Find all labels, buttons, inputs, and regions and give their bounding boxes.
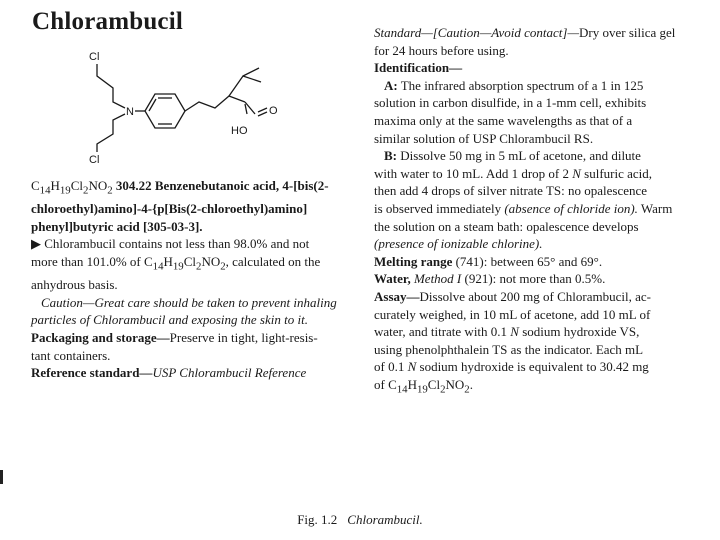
id-a-label: A: bbox=[384, 77, 398, 93]
assay-claim-line-3: anhydrous basis. bbox=[31, 277, 118, 293]
caution-text-1: Great care should be taken to prevent inhaling bbox=[94, 294, 337, 310]
reference-label: Reference standard— bbox=[31, 365, 153, 381]
margin-mark bbox=[0, 470, 3, 484]
triangle-marker-icon: ▶ bbox=[31, 236, 41, 252]
chemical-name-line-3: phenyl]butyric acid [305-03-3]. bbox=[31, 218, 203, 234]
formula-c: C bbox=[31, 178, 40, 193]
molecular-weight-and-name: 304.22 Benzenebutanoic acid, 4-[bis(2- bbox=[115, 178, 329, 193]
reference-standard-paragraph bbox=[31, 364, 359, 382]
id-b-text-1: Dissolve 50 mg in 5 mL of acetone, and dilute bbox=[400, 148, 641, 164]
standard-text-1: Dry over silica gel bbox=[579, 25, 676, 40]
id-b-line-5: the solution on a steam bath: opalescence develops bbox=[374, 218, 639, 234]
assay-line-6 bbox=[374, 376, 706, 399]
assay-sub-2: 19 bbox=[416, 383, 428, 396]
formula-h: H bbox=[50, 178, 60, 193]
melting-text: (741): between 65° and 69°. bbox=[452, 253, 603, 269]
assay-no: NO bbox=[445, 376, 465, 392]
melting-label: Melting range bbox=[374, 253, 453, 269]
assay-line-1 bbox=[374, 288, 706, 306]
id-b-text-2a: with water to 10 mL. Add 1 drop of 2 bbox=[374, 165, 573, 181]
structure-label-cl-top: Cl bbox=[89, 51, 100, 63]
page-title: Chlorambucil bbox=[32, 8, 184, 35]
id-b-line-1 bbox=[374, 147, 706, 165]
id-b-text-4b: (absence of chloride ion). bbox=[504, 200, 638, 216]
assay-normality-2: N bbox=[407, 359, 417, 375]
assay-claim-line-1 bbox=[31, 235, 359, 253]
id-a-line-3: maxima only at the same wavelengths as that of a bbox=[374, 112, 633, 128]
formula-cl: Cl bbox=[70, 178, 84, 193]
formula-cl-sub: 2 bbox=[83, 184, 89, 197]
assay-sub-1: 14 bbox=[396, 383, 408, 396]
assay-line-2: curately weighed, in 10 mL of acetone, add 10 mL of bbox=[374, 306, 651, 322]
id-a-text-1: The infrared absorption spectrum of a 1 in 125 bbox=[400, 77, 644, 93]
packaging-text-2: tant containers. bbox=[31, 347, 111, 363]
id-b-line-6: (presence of ionizable chlorine). bbox=[374, 236, 543, 252]
assay-text-3b: sodium hydroxide VS, bbox=[518, 324, 640, 340]
melting-range-paragraph bbox=[374, 253, 706, 271]
caution-text-2: particles of Chlorambucil and exposing the skin to it. bbox=[31, 312, 308, 328]
formula-line bbox=[31, 177, 359, 200]
claim-sub-1: 14 bbox=[152, 260, 164, 273]
water-paragraph bbox=[374, 270, 706, 288]
id-b-line-2 bbox=[374, 165, 706, 183]
id-a-line-4: similar solution of USP Chlorambucil RS. bbox=[374, 130, 594, 146]
assay-sub-4: 2 bbox=[464, 383, 470, 396]
assay-text-5a: of 0.1 bbox=[374, 359, 408, 375]
assay-line-4: using phenolphthalein TS as the indicator. Each mL bbox=[374, 341, 644, 357]
caution-label: Caution— bbox=[41, 294, 95, 310]
packaging-text-1: Preserve in tight, light-resis- bbox=[169, 329, 318, 345]
standard-line-2: for 24 hours before using. bbox=[374, 42, 509, 58]
reference-text: USP Chlorambucil Reference bbox=[152, 365, 307, 381]
chlorambucil-structure-diagram bbox=[75, 48, 295, 168]
structure-label-cl-bottom: Cl bbox=[89, 154, 100, 166]
assay-claim-text-2b: , calculated on the bbox=[225, 253, 321, 269]
id-b-label: B: bbox=[384, 148, 397, 164]
structure-label-o: O bbox=[269, 105, 278, 117]
claim-no: NO bbox=[201, 253, 221, 269]
assay-line-5 bbox=[374, 358, 706, 376]
assay-text-5b: sodium hydroxide is equivalent to 30.42 mg bbox=[416, 359, 649, 375]
assay-claim-line-2 bbox=[31, 253, 359, 276]
figure-name: Chlorambucil. bbox=[347, 512, 423, 527]
id-a-line-1 bbox=[374, 77, 706, 95]
id-b-normality: N bbox=[572, 165, 581, 181]
claim-h: H bbox=[163, 253, 173, 269]
claim-sub-4: 2 bbox=[220, 260, 226, 273]
id-b-text-2b: sulfuric acid, bbox=[580, 165, 653, 181]
formula-h-sub: 19 bbox=[59, 184, 71, 197]
water-text: (921): not more than 0.5%. bbox=[461, 271, 606, 287]
id-b-text-4c: Warm bbox=[637, 200, 673, 216]
packaging-label: Packaging and storage— bbox=[31, 329, 170, 345]
formula-c-sub: 14 bbox=[39, 184, 51, 197]
caution-paragraph bbox=[31, 294, 359, 312]
assay-normality: N bbox=[510, 324, 519, 340]
assay-text-1: Dissolve about 200 mg of Chlorambucil, ac- bbox=[419, 288, 651, 304]
formula-no: NO bbox=[88, 178, 108, 193]
water-method: Method I bbox=[410, 271, 462, 287]
right-column bbox=[374, 24, 706, 399]
assay-text-3a: water, and titrate with 0.1 bbox=[374, 324, 511, 340]
claim-cl: Cl bbox=[183, 253, 197, 269]
assay-claim-text-2: more than 101.0% of C bbox=[31, 253, 153, 269]
standard-line-1 bbox=[374, 24, 706, 42]
left-column bbox=[31, 177, 359, 382]
structure-label-n: N bbox=[126, 106, 134, 118]
id-a-line-2: solution in carbon disulfide, in a 1-mm cell, exhibits bbox=[374, 95, 647, 111]
assay-text-6a: of C bbox=[374, 376, 397, 392]
water-label: Water, bbox=[374, 271, 411, 287]
assay-text-6b: . bbox=[469, 376, 473, 392]
packaging-paragraph bbox=[31, 329, 359, 347]
identification-heading: Identification— bbox=[374, 60, 463, 76]
assay-line-3 bbox=[374, 323, 706, 341]
id-b-text-4a: is observed immediately bbox=[374, 200, 505, 216]
figure-caption bbox=[0, 512, 720, 528]
id-b-line-3: then add 4 drops of silver nitrate TS: no opalescence bbox=[374, 183, 648, 199]
claim-sub-2: 19 bbox=[172, 260, 184, 273]
claim-sub-3: 2 bbox=[196, 260, 202, 273]
formula-no-sub: 2 bbox=[107, 184, 113, 197]
figure-number: Fig. 1.2 bbox=[297, 512, 338, 527]
assay-sub-3: 2 bbox=[440, 383, 446, 396]
assay-h: H bbox=[407, 376, 417, 392]
id-b-line-4 bbox=[374, 200, 706, 218]
standard-caution: Standard—[Caution—Avoid contact]— bbox=[374, 25, 579, 40]
assay-cl: Cl bbox=[427, 376, 441, 392]
assay-label: Assay— bbox=[374, 288, 420, 304]
chemical-name-line-2: chloroethyl)amino]-4-{p[Bis(2-chloroethyl)amino] bbox=[31, 201, 308, 217]
structure-label-ho: HO bbox=[231, 125, 248, 137]
assay-claim-text-1: Chlorambucil contains not less than 98.0% and not bbox=[44, 236, 310, 252]
